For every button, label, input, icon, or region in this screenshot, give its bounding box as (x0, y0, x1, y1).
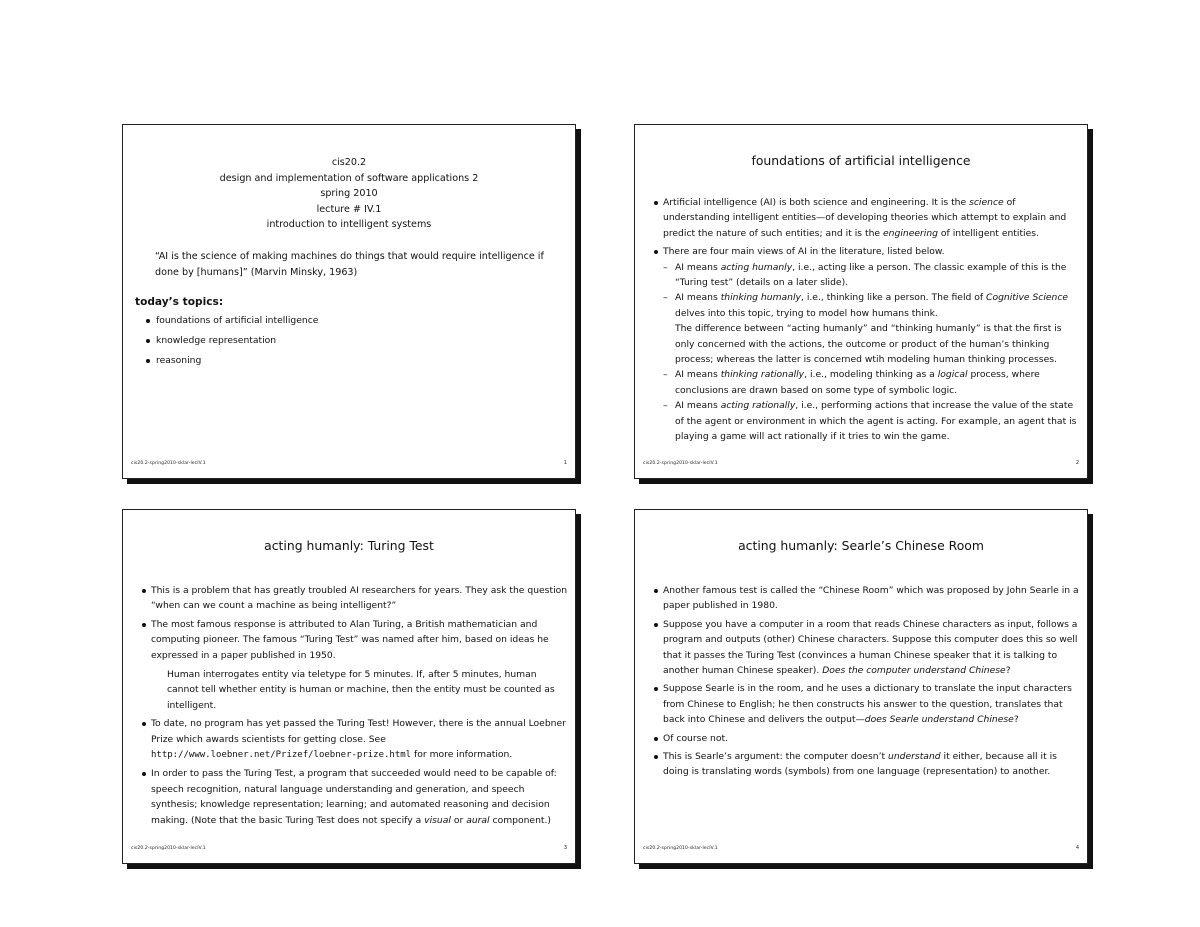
lecture-title: introduction to intelligent systems (266, 219, 432, 231)
sub-list-item: – AI means thinking rationally, i.e., modeling thinking as a logical process, where conclusions are drawn based on some type of symbolic logic. (663, 367, 1083, 398)
list-item: Suppose you have a computer in a room that reads Chinese characters as input, follows a program and outputs (other) Chinese characters. Suppose this computer does this so well that it passes the Turing Test (convinces a human Chinese speaker that it is talking to another human Chinese speaker). Does the computer understand Chinese? (653, 617, 1083, 679)
course-name: design and implementation of software applications 2 (219, 172, 479, 184)
list-item: To date, no program has yet passed the Turing Test! However, there is the annual Loebner Prize which awards scientists for getting close. See http://www.loebner.net/Prizef/loebner-prize.html for more information. (141, 716, 571, 763)
slide-title: acting humanly: Turing Test (264, 538, 434, 553)
list-item: Artificial intelligence (AI) is both science and engineering. It is the science of understanding intelligent entities—of developing theories which attempt to explain and predict the nature of such entities; and it is the engineering of intelligent entities. (653, 195, 1083, 241)
slide-footer: cis20.2-spring2010-sklar-lecIV.1 (131, 461, 206, 466)
slide-4 (634, 509, 1088, 864)
slide-footer: cis20.2-spring2010-sklar-lecIV.1 (643, 461, 718, 466)
list-item: This is a problem that has greatly troubled AI researchers for years. They ask the question “when can we count a machine as being intelligent?” (141, 583, 571, 614)
slide-title: foundations of artificial intelligence (751, 153, 971, 168)
slide-2 (634, 124, 1088, 479)
list-item: Suppose Searle is in the room, and he uses a dictionary to translate the input characters from Chinese to English; he then constructs his answer to the question, translates that back into Chinese and delivers the output—does Searle understand Chinese? (653, 681, 1083, 727)
topics-list (145, 311, 318, 371)
lecture-number: lecture # IV.1 (316, 203, 382, 215)
slide-3 (122, 509, 576, 864)
term: spring 2010 (320, 188, 378, 200)
loebner-prize-link[interactable]: http://www.loebner.net/Prizef/loebner-prize.html (151, 750, 412, 761)
list-item: There are four main views of AI in the literature, listed below. – AI means acting humanly, i.e., acting like a person. The classic example of this is the “Turing test” (details on a later slide). – AI means thinking humanly, i.e., thinking like a person. The field of Cognitive Science delves into this topic, trying to model how humans think. The difference between “acting humanly” and “thinking humanly” is that the first is only concerned with the actions, the outcome or product of the human’s thinking process; whereas the latter is concerned wtih modeling human thinking processes. – AI means thinking rationally, i.e., modeling thinking as a logical process, where conclusions are drawn based on some type of symbolic logic. – AI means acting rationally, i.e., performing actions that increase the value of the state of the agent or environment in which the agent is acting. For example, an agent that is playing a game will act rationally if it tries to win the game. (653, 244, 1083, 444)
slide-body (653, 195, 1083, 448)
minsky-quote: “AI is the science of making machines do things that would require intelligence if done by [humans]” (Marvin Minsky, 1963) (155, 251, 544, 278)
page-number: 4 (1075, 845, 1079, 851)
list-item: In order to pass the Turing Test, a program that succeeded would need to be capable of: speech recognition, natural language understanding and generation, and speech synthesis; knowledge representation; learning; and automated reasoning and decision making. (Note that the basic Turing Test does not specify a visual or aural component.) (141, 766, 571, 828)
slide-title: acting humanly: Searle’s Chinese Room (738, 538, 984, 553)
list-item: knowledge representation (145, 331, 318, 351)
course-code: cis20.2 (331, 157, 367, 168)
slide-body (653, 583, 1083, 783)
list-item: This is Searle’s argument: the computer doesn’t understand it either, because all it is doing is translating words (symbols) from one language (representation) to another. (653, 749, 1083, 780)
topics-heading: today’s topics: (135, 296, 224, 308)
sub-list-item: – AI means acting humanly, i.e., acting like a person. The classic example of this is the “Turing test” (details on a later slide). (663, 260, 1083, 291)
sub-list-item: – AI means thinking humanly, i.e., thinking like a person. The field of Cognitive Science delves into this topic, trying to model how humans think. The difference between “acting humanly” and “thinking humanly” is that the first is only concerned with the actions, the outcome or product of the human’s thinking process; whereas the latter is concerned wtih modeling human thinking processes. (663, 290, 1083, 367)
list-item: reasoning (145, 351, 318, 371)
list-item: The most famous response is attributed to Alan Turing, a British mathematician and computing pioneer. The famous “Turing Test” was named after him, based on ideas he expressed in a paper published in 1950. Human interrogates entity via teletype for 5 minutes. If, after 5 minutes, human cannot tell whether entity is human or machine, then the entity must be counted as intelligent. (141, 617, 571, 713)
page-number: 1 (563, 460, 567, 466)
slide-body (141, 583, 571, 831)
turing-test-definition: Human interrogates entity via teletype for 5 minutes. If, after 5 minutes, human cannot tell whether entity is human or machine, then the entity must be counted as intelligent. (167, 669, 555, 711)
slide-1 (122, 124, 576, 479)
title-block (123, 155, 575, 233)
list-item: Another famous test is called the “Chinese Room” which was proposed by John Searle in a paper published in 1980. (653, 583, 1083, 614)
list-item: Of course not. (653, 731, 1083, 746)
slide-footer: cis20.2-spring2010-sklar-lecIV.1 (643, 846, 718, 851)
page-number: 3 (563, 845, 567, 851)
slide-footer: cis20.2-spring2010-sklar-lecIV.1 (131, 846, 206, 851)
page-number: 2 (1075, 460, 1079, 466)
sub-list-item: – AI means acting rationally, i.e., performing actions that increase the value of the state of the agent or environment in which the agent is acting. For example, an agent that is playing a game will act rationally if it tries to win the game. (663, 398, 1083, 444)
list-item: foundations of artificial intelligence (145, 311, 318, 331)
